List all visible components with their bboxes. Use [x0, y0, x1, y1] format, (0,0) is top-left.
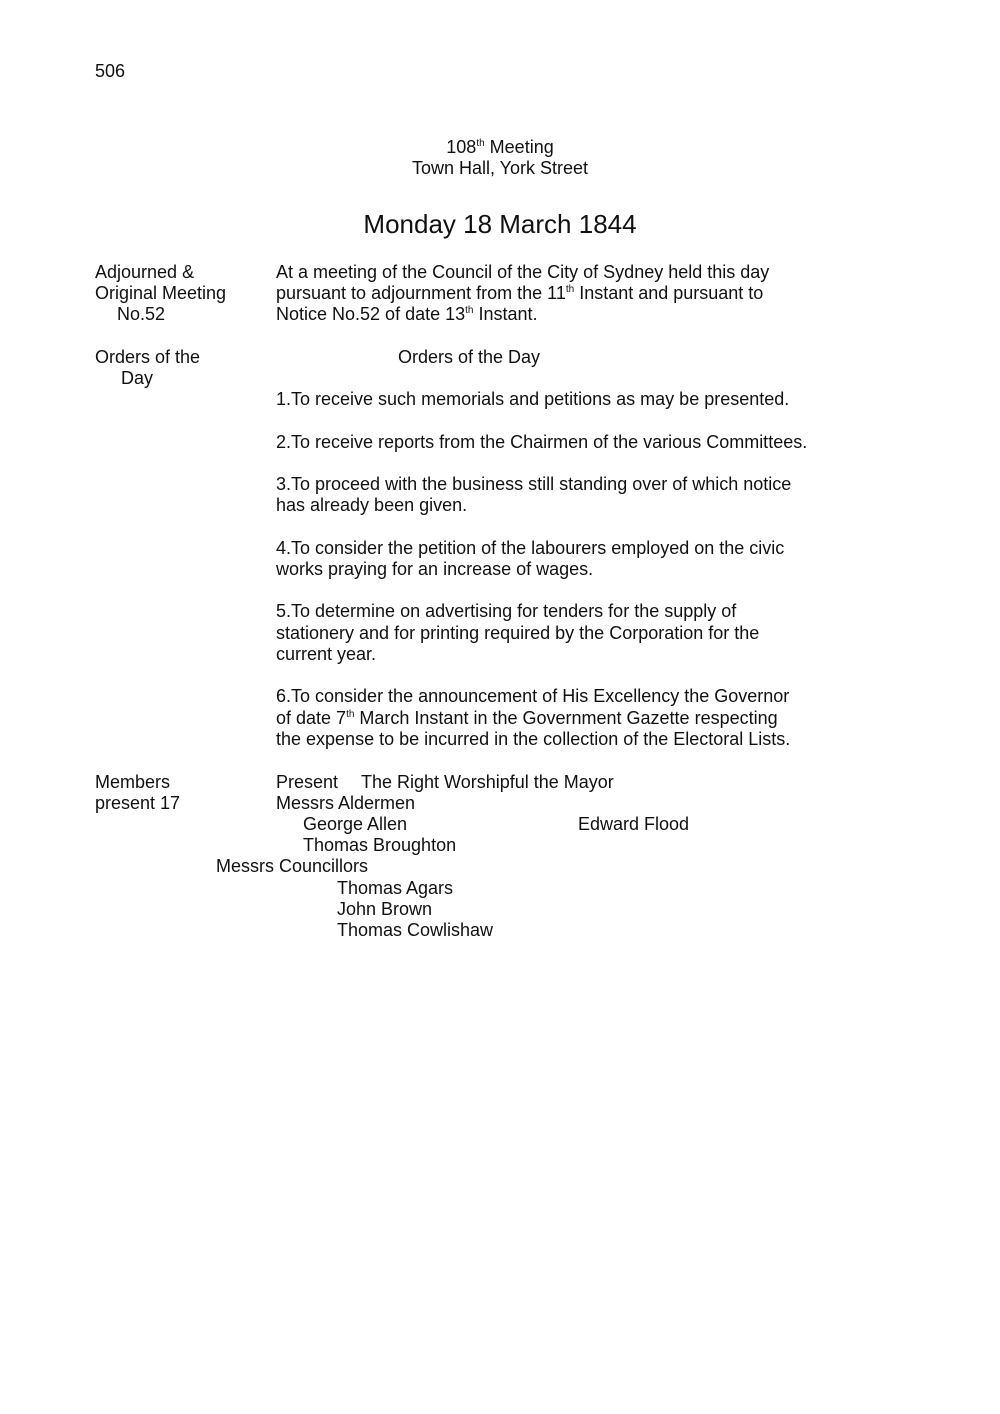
alderman-name: Thomas Broughton	[303, 835, 457, 855]
order-item: stationery and for printing required by the Corporation for the	[276, 623, 760, 643]
margin-note-members: Members	[95, 772, 171, 792]
meeting-location: Town Hall, York Street	[411, 158, 589, 178]
order-item: 4.To consider the petition of the labourers employed on the civic	[276, 538, 785, 558]
alderman-name: George Allen	[303, 814, 408, 834]
order-item: current year.	[276, 644, 377, 664]
order-item: 3.To proceed with the business still standing over of which notice	[276, 474, 792, 494]
orders-heading: Orders of the Day	[398, 347, 541, 367]
meeting-number: 108th Meeting	[446, 137, 554, 157]
order-item: 1.To receive such memorials and petitions as may be presented.	[276, 389, 790, 409]
margin-note-adjourned: No.52	[117, 304, 166, 324]
order-item: of date 7th March Instant in the Government Gazette respecting	[276, 708, 778, 728]
aldermen-heading: Messrs Aldermen	[276, 793, 416, 813]
page-number: 506	[95, 61, 126, 81]
order-item: 6.To consider the announcement of His Excellency the Governor	[276, 686, 790, 706]
councillor-name: John Brown	[337, 899, 433, 919]
intro-line: pursuant to adjournment from the 11th Instant and pursuant to	[276, 283, 764, 303]
intro-line: Notice No.52 of date 13th Instant.	[276, 304, 538, 324]
intro-line: At a meeting of the Council of the City of Sydney held this day	[276, 262, 770, 282]
mayor-line: The Right Worshipful the Mayor	[361, 772, 614, 792]
order-item: 5.To determine on advertising for tenders for the supply of	[276, 601, 737, 621]
order-item: the expense to be incurred in the collection of the Electoral Lists.	[276, 729, 791, 749]
alderman-name: Edward Flood	[578, 814, 690, 834]
order-item: has already been given.	[276, 495, 468, 515]
margin-note-members: present 17	[95, 793, 181, 813]
margin-note-orders: Day	[121, 368, 154, 388]
councillor-name: Thomas Agars	[337, 878, 454, 898]
councillors-heading: Messrs Councillors	[216, 856, 369, 876]
order-item: works praying for an increase of wages.	[276, 559, 594, 579]
order-item: 2.To receive reports from the Chairmen of the various Committees.	[276, 432, 808, 452]
margin-note-adjourned: Adjourned &	[95, 262, 195, 282]
present-label: Present	[276, 772, 339, 792]
margin-note-adjourned: Original Meeting	[95, 283, 227, 303]
margin-note-orders: Orders of the	[95, 347, 201, 367]
date-title: Monday 18 March 1844	[363, 209, 637, 239]
councillor-name: Thomas Cowlishaw	[337, 920, 494, 940]
